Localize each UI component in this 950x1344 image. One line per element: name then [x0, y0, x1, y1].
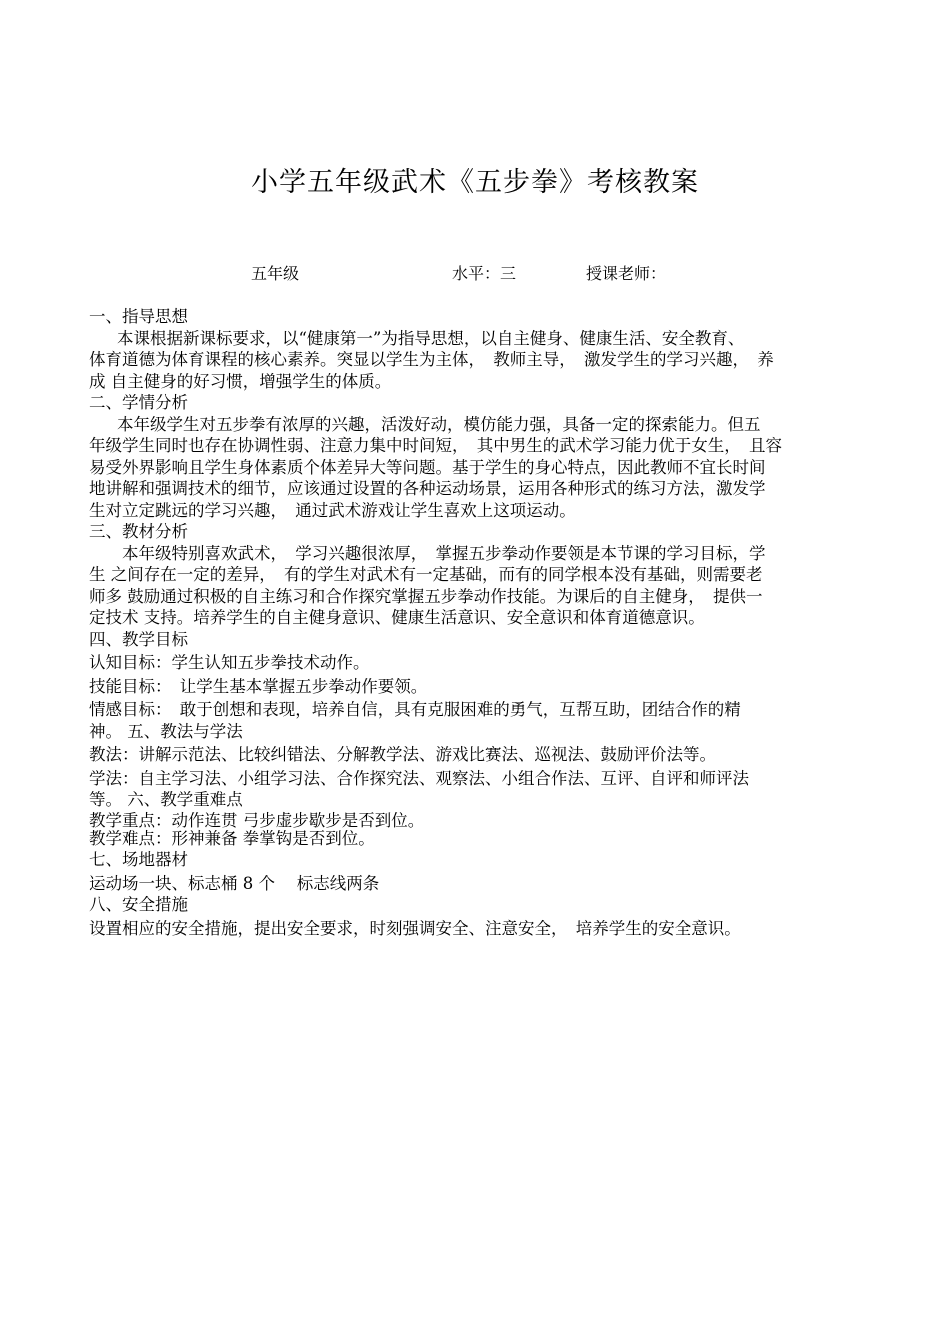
teaching-key-point: 教学重点：动作连贯 弓步虚步歇步是否到位。 — [89, 810, 425, 830]
section-heading-teaching-goals: 四、教学目标 — [89, 629, 188, 649]
section-heading-venue-equipment: 七、场地器材 — [89, 850, 188, 869]
section-heading-material-analysis: 三、教材分析 — [89, 522, 188, 541]
skill-goal: 技能目标： 让学生基本掌握五步拳动作要领。 — [89, 676, 428, 696]
safety-measures-text: 设置相应的安全措施，提出安全要求，时刻强调安全、注意安全， 培养学生的安全意识。 — [89, 918, 741, 938]
emotional-goal: 情感目标： 敢于创想和表现，培养自信，具有克服困难的勇气，互帮互助，团结合作的精 — [89, 700, 741, 719]
paragraph-line: 本年级学生对五步拳有浓厚的兴趣，活泼好动，模仿能力强，具备一定的探索能力。但五 — [117, 414, 761, 434]
section-heading-safety-measures: 八、安全措施 — [89, 895, 188, 914]
paragraph-line: 体育道德为体育课程的核心素养。突显以学生为主体， 教师主导， 激发学生的学习兴趣， 养 — [89, 350, 774, 369]
paragraph-line: 年级学生同时也存在协调性弱、注意力集中时间短， 其中男生的武术学习能力优于女生， 且容 — [89, 436, 782, 455]
paragraph-line: 生 之间存在一定的差异， 有的学生对武术有一定基础，而有的同学根本没有基础，则需要老 — [89, 565, 763, 584]
document-title: 小学五年级武术《五步拳》考核教案 — [251, 167, 699, 198]
paragraph-line: 易受外界影响且学生身体素质个体差异大等问题。基于学生的身心特点，因此教师不宜长时间 — [89, 457, 766, 477]
paragraph-line: 定技术 支持。培养学生的自主健身意识、健康生活意识、安全意识和体育道德意识。 — [89, 608, 705, 627]
section-heading-student-analysis: 二、学情分析 — [89, 393, 188, 412]
venue-equipment-text: 运动场一块、标志桶 8 个 标志线两条 — [89, 873, 380, 893]
learning-methods: 学法：自主学习法、小组学习法、合作探究法、观察法、小组合作法、互评、自评和师评法 — [89, 768, 749, 788]
paragraph-line: 神。 五、教法与学法 — [89, 721, 243, 741]
paragraph-line: 师多 鼓励通过积极的自主练习和合作探究掌握五步拳动作技能。为课后的自主健身， 提供一 — [89, 586, 763, 606]
cognitive-goal: 认知目标：学生认知五步拳技术动作。 — [89, 653, 370, 672]
paragraph-line: 本年级特别喜欢武术， 学习兴趣很浓厚， 掌握五步拳动作要领是本节课的学习目标，学 — [122, 543, 766, 563]
paragraph-line: 等。 六、教学重难点 — [89, 790, 243, 809]
teacher-label: 授课老师： — [586, 264, 667, 283]
paragraph-line: 生对立定跳远的学习兴趣， 通过武术游戏让学生喜欢上这项运动。 — [89, 500, 576, 520]
grade-label: 五年级 — [251, 264, 300, 283]
paragraph-line: 本课根据新课标要求，以“健康第一”为指导思想，以自主健身、健康生活、安全教育、 — [117, 328, 745, 348]
paragraph-line: 成 自主健身的好习惯，增强学生的体质。 — [89, 371, 392, 391]
level-label: 水平：三 — [452, 264, 517, 283]
teaching-difficulty: 教学难点：形神兼备 拳掌钩是否到位。 — [89, 828, 375, 848]
document-body — [89, 306, 869, 939]
paragraph-line: 地讲解和强调技术的细节，应该通过设置的各种运动场景，运用各种形式的练习方法，激发学 — [89, 479, 766, 498]
section-heading-guiding-ideology: 一、指导思想 — [89, 307, 188, 326]
teaching-methods: 教法：讲解示范法、比较纠错法、分解教学法、游戏比赛法、巡视法、鼓励评价法等。 — [89, 745, 716, 764]
